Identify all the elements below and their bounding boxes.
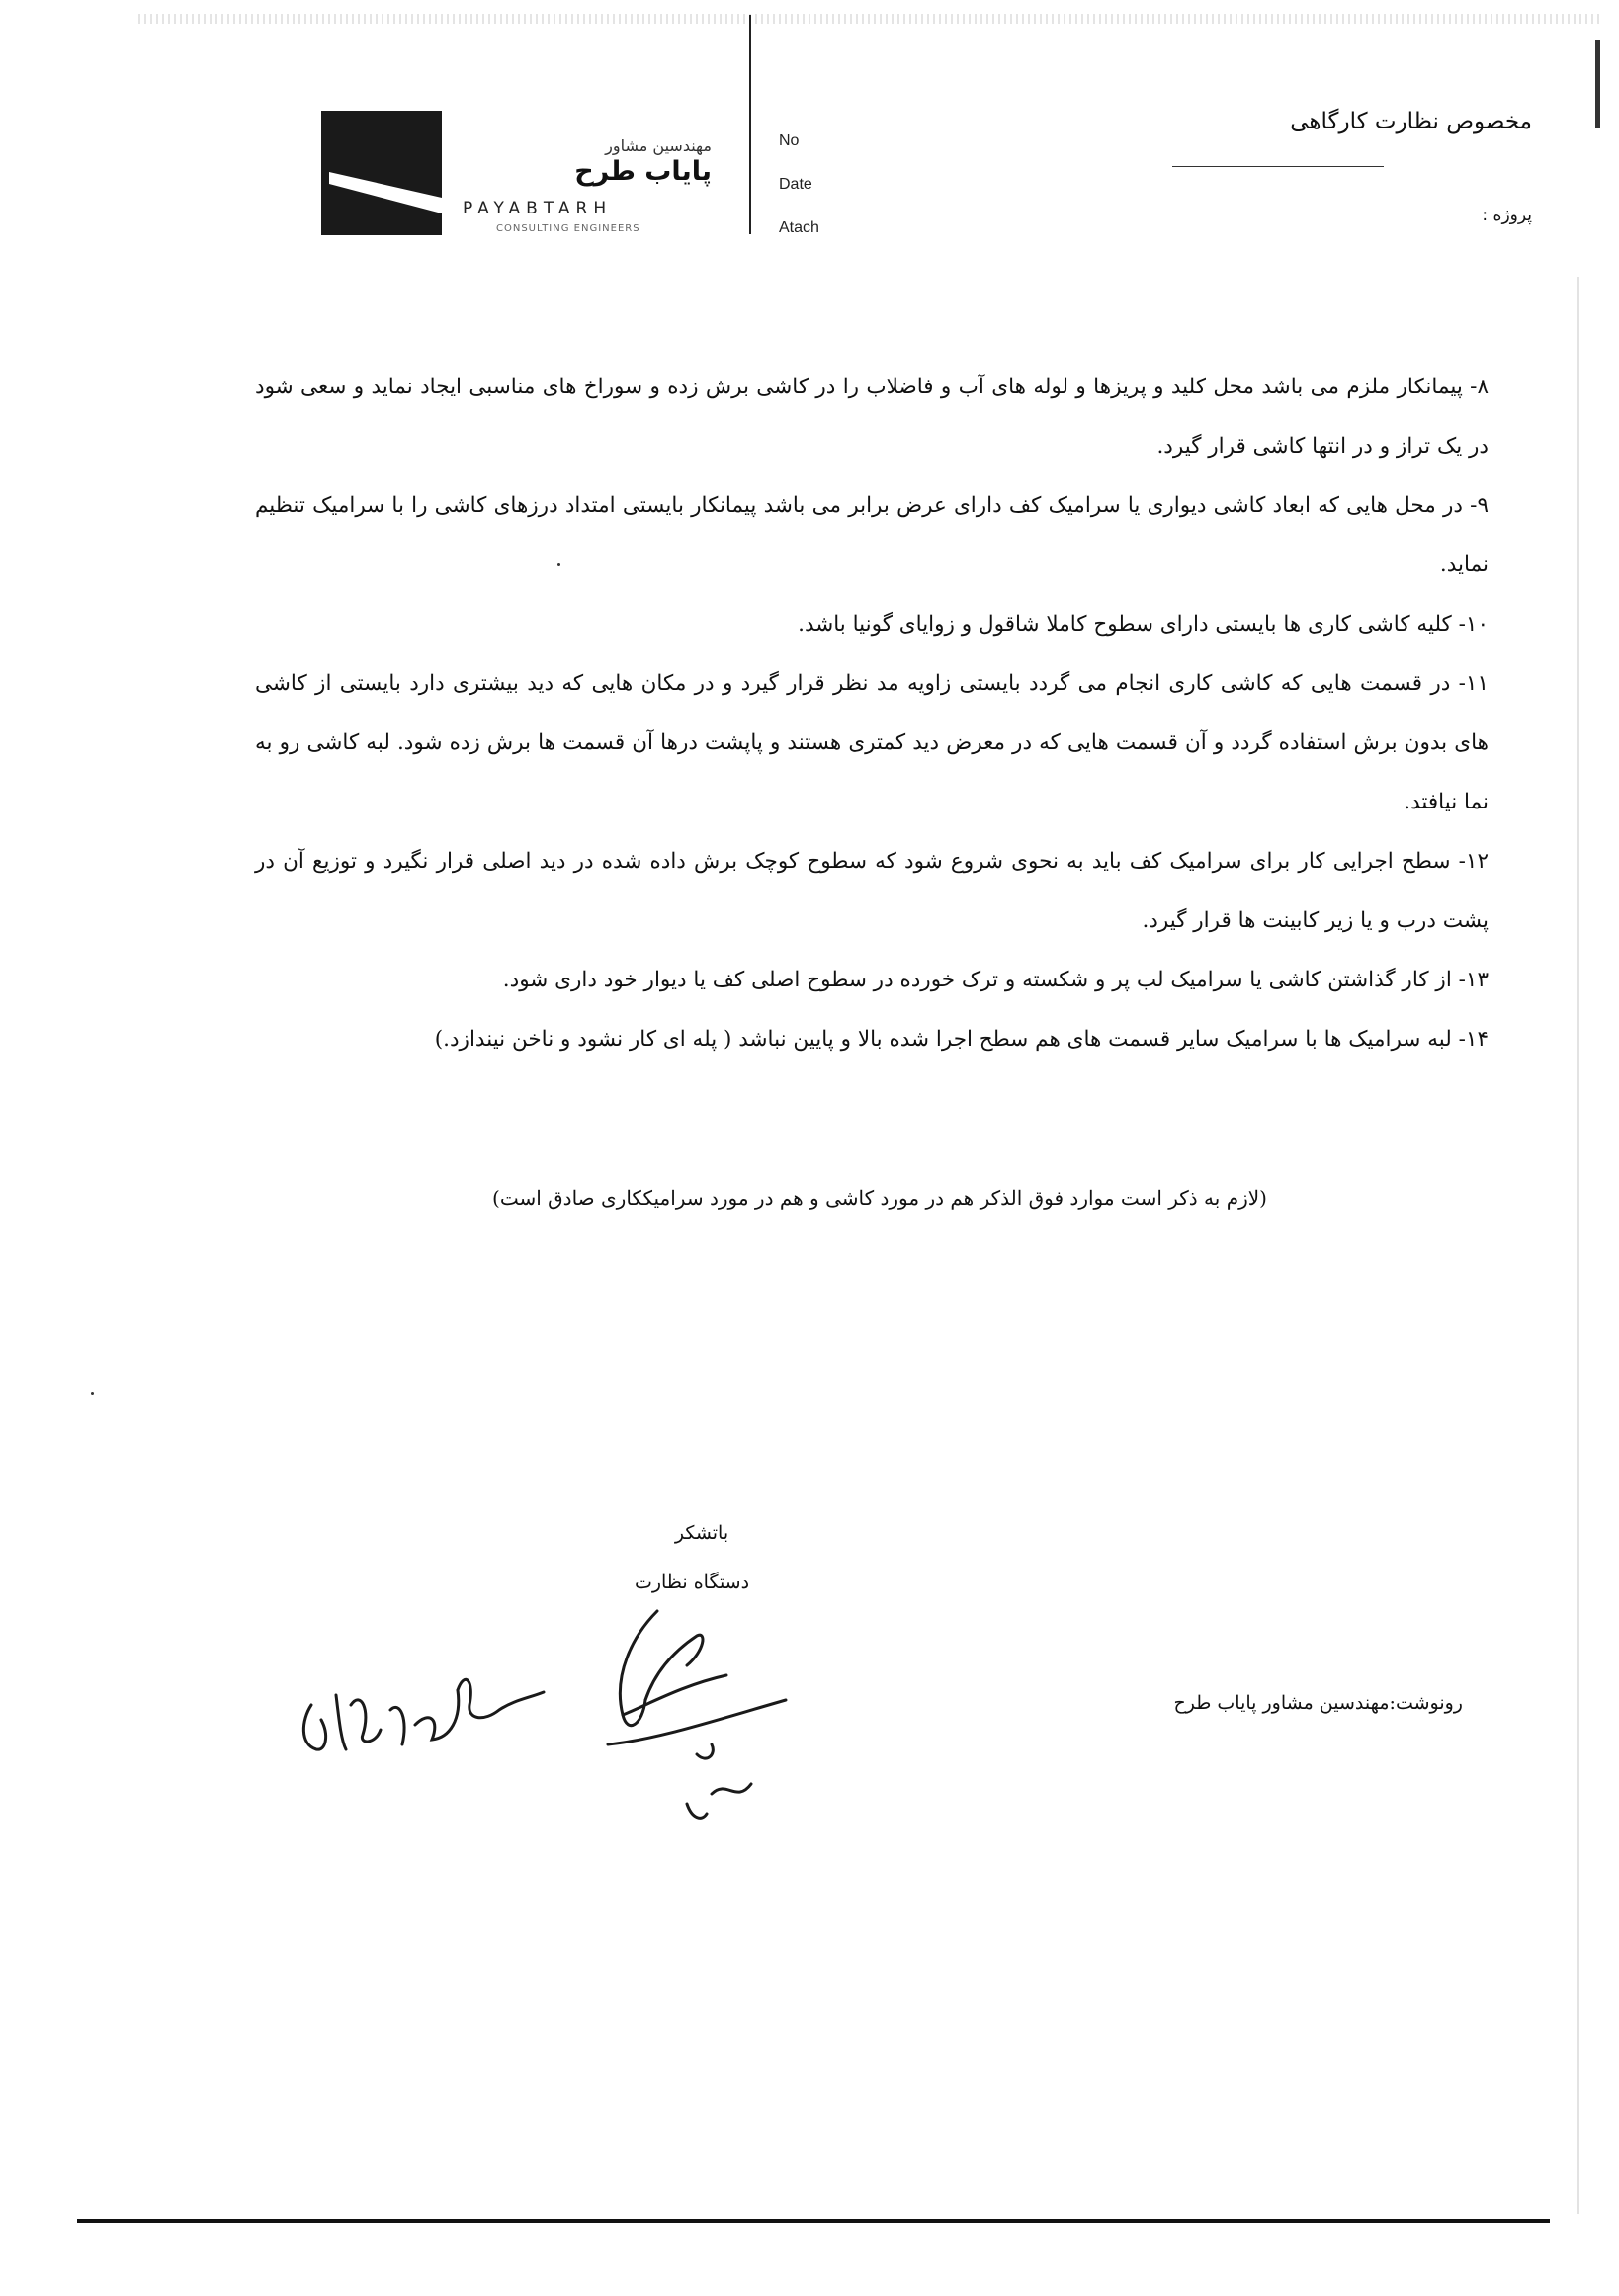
meta-attach-label: Atach xyxy=(779,219,819,236)
spec-item-11: ۱۱- در قسمت هایی که کاشی کاری انجام می گردد بایستی زاویه مد نظر قرار گیرد و در مکان هایی که دید بیشتری دارد بایستی از کاشی های بدون برش استفاده گردد و آن قسمت هایی که در معرض دید کمتری هستند و پاپشت درها آن قسمت ها برش زده شود. لبه کاشی رو به نما نیافتد. xyxy=(255,671,1489,814)
closing-thanks: باتشکر xyxy=(674,1522,729,1544)
header-divider xyxy=(749,15,751,234)
logo-english-name: PAYABTARH xyxy=(463,199,613,218)
footer-rule xyxy=(77,2219,1550,2223)
signature-right xyxy=(588,1606,801,1828)
spec-item-9: ۹- در محل هایی که ابعاد کاشی دیواری یا سرامیک کف دارای عرض برابر می باشد پیمانکار بایستی امتداد درزهای کاشی را با سرامیک تنظیم نماید. xyxy=(255,493,1489,577)
meta-no-label: No xyxy=(779,132,800,149)
scan-artifact-top xyxy=(138,14,1601,24)
closing-office: دستگاه نظارت xyxy=(634,1572,750,1593)
carbon-copy-line: رونوشت:مهندسین مشاور پایاب طرح xyxy=(1173,1692,1463,1714)
signature-left xyxy=(292,1651,549,1769)
meta-date-label: Date xyxy=(779,176,812,193)
form-project-label: پروژه : xyxy=(1482,206,1532,225)
spec-item-10: ۱۰- کلیه کاشی کاری ها بایستی دارای سطوح کاملا شاقول و زوایای گونیا باشد. xyxy=(798,612,1489,637)
logo-persian-name: پایاب طرح xyxy=(574,156,712,187)
spec-item-8: ۸- پیمانکار ملزم می باشد محل کلید و پریزها و لوله های آب و فاضلاب را در کاشی برش زده و سوراخ های مناسبی ایجاد نماید و سعی شود در یک تراز و در انتها کاشی قرار گیرد. xyxy=(255,375,1489,459)
scan-artifact-right-line xyxy=(1577,277,1579,2214)
scan-artifact-right-mark xyxy=(1595,40,1600,128)
scan-dot xyxy=(91,1392,94,1395)
form-box-title: مخصوص نظارت کارگاهی xyxy=(1290,109,1532,134)
logo-english-subtitle: CONSULTING ENGINEERS xyxy=(496,223,640,234)
company-logo-mark xyxy=(321,111,442,235)
footnote: (لازم به ذکر است موارد فوق الذکر هم در مورد کاشی و هم در مورد سرامیککاری صادق است) xyxy=(492,1186,1267,1210)
spec-item-12: ۱۲- سطح اجرایی کار برای سرامیک کف باید به نحوی شروع شود که سطوح کوچک برش داده شده در دید اصلی قرار نگیرد و توزیع آن در پشت درب و یا زیر کابینت ها قرار گیرد. xyxy=(255,849,1489,933)
form-box-title-underline xyxy=(1172,166,1384,167)
specification-list xyxy=(255,358,1489,1069)
spec-item-13: ۱۳- از کار گذاشتن کاشی یا سرامیک لب پر و شکسته و ترک خورده در سطوح اصلی کف یا دیوار خود داری شود. xyxy=(502,968,1489,992)
logo-persian-subtitle: مهندسین مشاور xyxy=(605,136,712,155)
spec-item-14: ۱۴- لبه سرامیک ها با سرامیک سایر قسمت های هم سطح اجرا شده بالا و پایین نباشد ( پله ای کار نشود و ناخن نیندازد.) xyxy=(434,1027,1489,1052)
